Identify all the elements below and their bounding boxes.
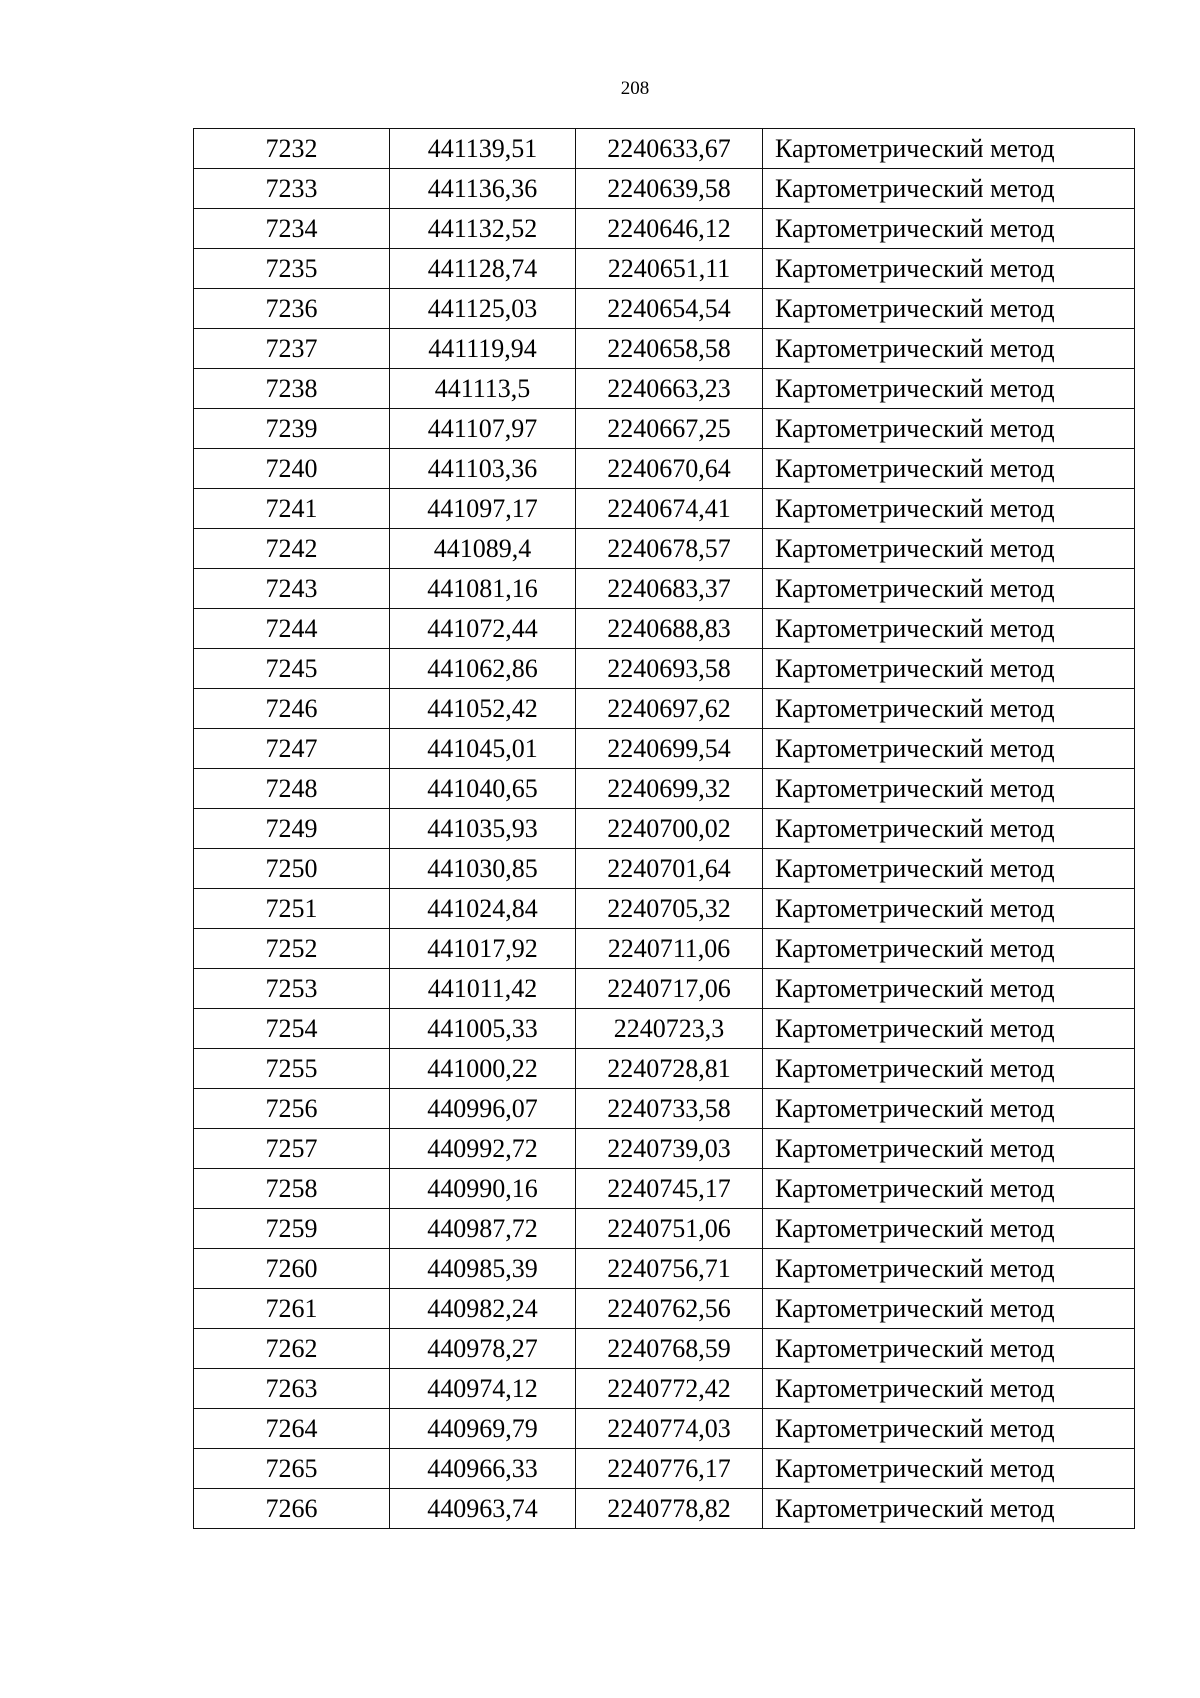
x-coordinate-cell: 441024,84 — [390, 889, 576, 929]
y-coordinate-cell: 2240723,3 — [576, 1009, 763, 1049]
y-coordinate-cell: 2240768,59 — [576, 1329, 763, 1369]
x-coordinate-cell: 440982,24 — [390, 1289, 576, 1329]
x-coordinate-cell: 440963,74 — [390, 1489, 576, 1529]
x-coordinate-cell: 440987,72 — [390, 1209, 576, 1249]
table-body — [194, 129, 1135, 1529]
method-cell: Картометрический метод — [763, 489, 1135, 529]
method-cell: Картометрический метод — [763, 169, 1135, 209]
table-row — [194, 889, 1135, 929]
point-number-cell: 7254 — [194, 1009, 390, 1049]
point-number-cell: 7241 — [194, 489, 390, 529]
point-number-cell: 7262 — [194, 1329, 390, 1369]
point-number-cell: 7263 — [194, 1369, 390, 1409]
table-row — [194, 1329, 1135, 1369]
point-number-cell: 7250 — [194, 849, 390, 889]
x-coordinate-cell: 441030,85 — [390, 849, 576, 889]
y-coordinate-cell: 2240762,56 — [576, 1289, 763, 1329]
y-coordinate-cell: 2240717,06 — [576, 969, 763, 1009]
y-coordinate-cell: 2240683,37 — [576, 569, 763, 609]
table-row — [194, 1129, 1135, 1169]
point-number-cell: 7239 — [194, 409, 390, 449]
method-cell: Картометрический метод — [763, 249, 1135, 289]
y-coordinate-cell: 2240697,62 — [576, 689, 763, 729]
point-number-cell: 7233 — [194, 169, 390, 209]
page-number: 208 — [620, 78, 650, 99]
x-coordinate-cell: 441005,33 — [390, 1009, 576, 1049]
x-coordinate-cell: 441011,42 — [390, 969, 576, 1009]
x-coordinate-cell: 441107,97 — [390, 409, 576, 449]
y-coordinate-cell: 2240705,32 — [576, 889, 763, 929]
table-row — [194, 129, 1135, 169]
point-number-cell: 7236 — [194, 289, 390, 329]
point-number-cell: 7232 — [194, 129, 390, 169]
point-number-cell: 7251 — [194, 889, 390, 929]
point-number-cell: 7264 — [194, 1409, 390, 1449]
x-coordinate-cell: 441081,16 — [390, 569, 576, 609]
table-row — [194, 1049, 1135, 1089]
point-number-cell: 7256 — [194, 1089, 390, 1129]
x-coordinate-cell: 441035,93 — [390, 809, 576, 849]
y-coordinate-cell: 2240774,03 — [576, 1409, 763, 1449]
y-coordinate-cell: 2240667,25 — [576, 409, 763, 449]
table-row — [194, 209, 1135, 249]
point-number-cell: 7258 — [194, 1169, 390, 1209]
y-coordinate-cell: 2240658,58 — [576, 329, 763, 369]
table-row — [194, 169, 1135, 209]
method-cell: Картометрический метод — [763, 1329, 1135, 1369]
x-coordinate-cell: 441045,01 — [390, 729, 576, 769]
y-coordinate-cell: 2240699,54 — [576, 729, 763, 769]
point-number-cell: 7249 — [194, 809, 390, 849]
point-number-cell: 7253 — [194, 969, 390, 1009]
table-row — [194, 849, 1135, 889]
method-cell: Картометрический метод — [763, 969, 1135, 1009]
table-row — [194, 369, 1135, 409]
table-row — [194, 609, 1135, 649]
y-coordinate-cell: 2240711,06 — [576, 929, 763, 969]
y-coordinate-cell: 2240678,57 — [576, 529, 763, 569]
table-row — [194, 1169, 1135, 1209]
x-coordinate-cell: 440985,39 — [390, 1249, 576, 1289]
method-cell: Картометрический метод — [763, 129, 1135, 169]
point-number-cell: 7235 — [194, 249, 390, 289]
method-cell: Картометрический метод — [763, 409, 1135, 449]
method-cell: Картометрический метод — [763, 769, 1135, 809]
y-coordinate-cell: 2240674,41 — [576, 489, 763, 529]
table-row — [194, 1409, 1135, 1449]
method-cell: Картометрический метод — [763, 289, 1135, 329]
x-coordinate-cell: 441040,65 — [390, 769, 576, 809]
point-number-cell: 7261 — [194, 1289, 390, 1329]
x-coordinate-cell: 441052,42 — [390, 689, 576, 729]
method-cell: Картометрический метод — [763, 849, 1135, 889]
y-coordinate-cell: 2240776,17 — [576, 1449, 763, 1489]
point-number-cell: 7237 — [194, 329, 390, 369]
method-cell: Картометрический метод — [763, 209, 1135, 249]
y-coordinate-cell: 2240745,17 — [576, 1169, 763, 1209]
point-number-cell: 7259 — [194, 1209, 390, 1249]
table-row — [194, 769, 1135, 809]
point-number-cell: 7265 — [194, 1449, 390, 1489]
method-cell: Картометрический метод — [763, 1449, 1135, 1489]
method-cell: Картометрический метод — [763, 569, 1135, 609]
method-cell: Картометрический метод — [763, 929, 1135, 969]
point-number-cell: 7260 — [194, 1249, 390, 1289]
method-cell: Картометрический метод — [763, 369, 1135, 409]
x-coordinate-cell: 441103,36 — [390, 449, 576, 489]
table-row — [194, 649, 1135, 689]
x-coordinate-cell: 441119,94 — [390, 329, 576, 369]
table-row — [194, 289, 1135, 329]
coordinates-table — [193, 128, 1135, 1529]
x-coordinate-cell: 441089,4 — [390, 529, 576, 569]
point-number-cell: 7240 — [194, 449, 390, 489]
table-row — [194, 529, 1135, 569]
x-coordinate-cell: 441128,74 — [390, 249, 576, 289]
x-coordinate-cell: 441132,52 — [390, 209, 576, 249]
table-row — [194, 689, 1135, 729]
x-coordinate-cell: 440990,16 — [390, 1169, 576, 1209]
method-cell: Картометрический метод — [763, 649, 1135, 689]
method-cell: Картометрический метод — [763, 1009, 1135, 1049]
point-number-cell: 7234 — [194, 209, 390, 249]
point-number-cell: 7248 — [194, 769, 390, 809]
y-coordinate-cell: 2240654,54 — [576, 289, 763, 329]
method-cell: Картометрический метод — [763, 1049, 1135, 1089]
table-row — [194, 569, 1135, 609]
table-row — [194, 1449, 1135, 1489]
y-coordinate-cell: 2240772,42 — [576, 1369, 763, 1409]
table-row — [194, 1209, 1135, 1249]
table-row — [194, 329, 1135, 369]
table-row — [194, 809, 1135, 849]
table-row — [194, 409, 1135, 449]
point-number-cell: 7252 — [194, 929, 390, 969]
y-coordinate-cell: 2240701,64 — [576, 849, 763, 889]
method-cell: Картометрический метод — [763, 1409, 1135, 1449]
method-cell: Картометрический метод — [763, 529, 1135, 569]
method-cell: Картометрический метод — [763, 609, 1135, 649]
x-coordinate-cell: 440978,27 — [390, 1329, 576, 1369]
y-coordinate-cell: 2240670,64 — [576, 449, 763, 489]
y-coordinate-cell: 2240639,58 — [576, 169, 763, 209]
method-cell: Картометрический метод — [763, 1129, 1135, 1169]
method-cell: Картометрический метод — [763, 1489, 1135, 1529]
point-number-cell: 7266 — [194, 1489, 390, 1529]
method-cell: Картометрический метод — [763, 1089, 1135, 1129]
x-coordinate-cell: 441113,5 — [390, 369, 576, 409]
x-coordinate-cell: 441136,36 — [390, 169, 576, 209]
x-coordinate-cell: 441125,03 — [390, 289, 576, 329]
table-row — [194, 1289, 1135, 1329]
x-coordinate-cell: 441097,17 — [390, 489, 576, 529]
point-number-cell: 7246 — [194, 689, 390, 729]
table-row — [194, 1369, 1135, 1409]
table-row — [194, 929, 1135, 969]
y-coordinate-cell: 2240688,83 — [576, 609, 763, 649]
x-coordinate-cell: 440974,12 — [390, 1369, 576, 1409]
point-number-cell: 7257 — [194, 1129, 390, 1169]
table-row — [194, 1489, 1135, 1529]
point-number-cell: 7244 — [194, 609, 390, 649]
y-coordinate-cell: 2240651,11 — [576, 249, 763, 289]
x-coordinate-cell: 440969,79 — [390, 1409, 576, 1449]
point-number-cell: 7255 — [194, 1049, 390, 1089]
table-row — [194, 1249, 1135, 1289]
method-cell: Картометрический метод — [763, 729, 1135, 769]
method-cell: Картометрический метод — [763, 449, 1135, 489]
method-cell: Картометрический метод — [763, 1369, 1135, 1409]
y-coordinate-cell: 2240778,82 — [576, 1489, 763, 1529]
y-coordinate-cell: 2240700,02 — [576, 809, 763, 849]
y-coordinate-cell: 2240756,71 — [576, 1249, 763, 1289]
x-coordinate-cell: 441017,92 — [390, 929, 576, 969]
x-coordinate-cell: 440996,07 — [390, 1089, 576, 1129]
y-coordinate-cell: 2240633,67 — [576, 129, 763, 169]
table-row — [194, 249, 1135, 289]
method-cell: Картометрический метод — [763, 1169, 1135, 1209]
method-cell: Картометрический метод — [763, 889, 1135, 929]
x-coordinate-cell: 441000,22 — [390, 1049, 576, 1089]
point-number-cell: 7245 — [194, 649, 390, 689]
x-coordinate-cell: 441139,51 — [390, 129, 576, 169]
y-coordinate-cell: 2240728,81 — [576, 1049, 763, 1089]
table-row — [194, 729, 1135, 769]
y-coordinate-cell: 2240693,58 — [576, 649, 763, 689]
x-coordinate-cell: 441062,86 — [390, 649, 576, 689]
method-cell: Картометрический метод — [763, 329, 1135, 369]
y-coordinate-cell: 2240751,06 — [576, 1209, 763, 1249]
method-cell: Картометрический метод — [763, 689, 1135, 729]
y-coordinate-cell: 2240739,03 — [576, 1129, 763, 1169]
point-number-cell: 7243 — [194, 569, 390, 609]
method-cell: Картометрический метод — [763, 1209, 1135, 1249]
point-number-cell: 7247 — [194, 729, 390, 769]
method-cell: Картометрический метод — [763, 1289, 1135, 1329]
table-row — [194, 969, 1135, 1009]
y-coordinate-cell: 2240663,23 — [576, 369, 763, 409]
y-coordinate-cell: 2240646,12 — [576, 209, 763, 249]
point-number-cell: 7238 — [194, 369, 390, 409]
x-coordinate-cell: 440966,33 — [390, 1449, 576, 1489]
y-coordinate-cell: 2240733,58 — [576, 1089, 763, 1129]
table-row — [194, 1089, 1135, 1129]
table-row — [194, 489, 1135, 529]
x-coordinate-cell: 441072,44 — [390, 609, 576, 649]
y-coordinate-cell: 2240699,32 — [576, 769, 763, 809]
method-cell: Картометрический метод — [763, 1249, 1135, 1289]
point-number-cell: 7242 — [194, 529, 390, 569]
table-row — [194, 449, 1135, 489]
table-row — [194, 1009, 1135, 1049]
x-coordinate-cell: 440992,72 — [390, 1129, 576, 1169]
method-cell: Картометрический метод — [763, 809, 1135, 849]
